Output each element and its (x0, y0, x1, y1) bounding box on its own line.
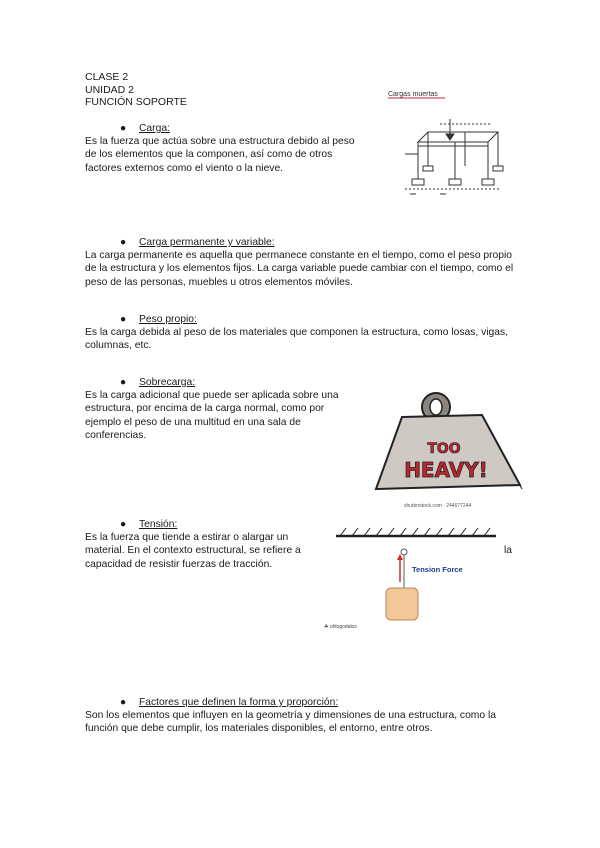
section-heading: Peso propio: (139, 314, 197, 325)
bullet-icon: ● (120, 123, 127, 134)
tension-figure (322, 520, 502, 635)
section-body-line: material. En el contexto estructural, se refiere a (85, 545, 301, 557)
section-peso-propio (85, 313, 515, 353)
section-body: Es la carga debida al peso de los materiales que componen la estructura, como losas, vigas, columnas, etc. (85, 327, 508, 352)
header-class: CLASE 2 (85, 71, 129, 83)
bullet-icon: ● (120, 237, 127, 248)
weight-text-top: TOO (427, 441, 461, 457)
bullet-icon: ● (120, 697, 127, 708)
dead-load-figure (380, 84, 520, 214)
section-body-line: capacidad de resistir fuerzas de tracción. (85, 558, 273, 570)
section-body-line: Es la fuerza que tiende a estirar o alargar un (85, 532, 289, 543)
section-heading: Tensión: (139, 519, 178, 530)
section-body: Son los elementos que influyen en la geometría y dimensiones de una estructura, como la función que debe cumplir, los materiales disponibles, el entorno, entre otros. (85, 710, 496, 735)
weight-caption: shutterstock.com · 244677244 (404, 503, 472, 509)
section-carga (85, 122, 360, 175)
header-unit: UNIDAD 2 (85, 83, 135, 96)
section-body: Es la carga adicional que puede ser aplicada sobre una estructura, por encima de la carga normal, como por ejemplo el peso de una multitud en una sala de conferencias. (85, 390, 339, 442)
weight-text-bottom: HEAVY! (404, 458, 488, 482)
section-body-line-end: la (504, 545, 513, 557)
section-sobrecarga (85, 376, 363, 443)
document-header (85, 71, 187, 109)
section-heading: Carga permanente y variable: (139, 237, 275, 248)
section-body: La carga permanente es aquella que permanece constante en el tiempo, como el peso propio de la estructura y los elementos fijos. La carga variable puede cambiar con el tiempo, como el peso de las personas, muebles u otros elementos móviles. (85, 250, 514, 288)
bullet-icon: ● (120, 377, 127, 388)
section-heading: Sobrecarga: (139, 377, 196, 388)
section-factores (85, 696, 515, 736)
header-topic: FUNCIÓN SOPORTE (85, 96, 187, 108)
bullet-icon: ● (120, 519, 127, 530)
heavy-weight-figure (372, 385, 524, 513)
tension-label: Tension Force (412, 565, 463, 574)
section-carga-permanente (85, 236, 515, 289)
figure-title: Cargas muertas (388, 91, 438, 98)
section-heading: Carga: (139, 123, 170, 134)
section-heading: Factores que definen la forma y proporción: (139, 697, 339, 708)
bullet-icon: ● (120, 314, 127, 325)
tension-caption: ☘ ohlogodalos (324, 624, 357, 630)
section-body: Es la fuerza que actúa sobre una estructura debido al peso de los elementos que la componen, así como de otros factores externos como el viento o la nieve. (85, 136, 355, 174)
